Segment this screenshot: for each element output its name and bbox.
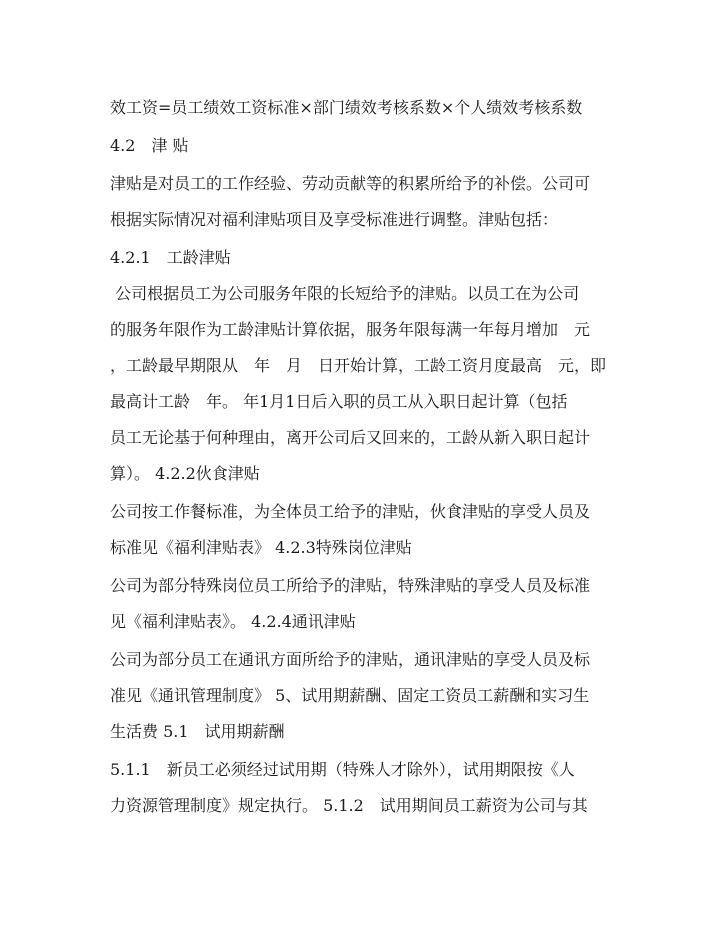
text-line: ，工龄最早期限从 年 月 日开始计算，工龄工资月度最高 元，即 (110, 356, 607, 375)
text-line: 力资源管理制度》规定执行。 5.1.2 试用期间员工薪资为公司与其 (110, 796, 588, 815)
text-line: 员工无论基于何种理由，离开公司后又回来的，工龄从新入职日起计 (110, 428, 591, 447)
text-line: 5.1.1 新员工必须经过试用期（特殊人才除外），试用期限按《人 (110, 760, 575, 779)
text-line: 根据实际情况对福利津贴项目及享受标准进行调整。津贴包括： (110, 210, 559, 229)
text-line: 最高计工龄 年。 年1月1日后入职的员工从入职日起计算（包括 (110, 392, 568, 411)
section-heading-allowance: 4.2 津 贴 (110, 136, 189, 155)
text-line-section-5: 准见《通讯管理制度》 5、试用期薪酬、固定工资员工薪酬和实习生 (110, 686, 590, 705)
text-line-probation-pay: 生活费 5.1 试用期薪酬 (110, 722, 285, 741)
text-line-meal-allowance: 算）。 4.2.2伙食津贴 (110, 464, 260, 483)
text-line: 的服务年限作为工龄津贴计算依据，服务年限每满一年每月增加 元 (110, 320, 591, 339)
text-line-wage-formula: 效工资=员工绩效工资标准×部门绩效考核系数×个人绩效考核系数 (110, 98, 583, 117)
text-line: 公司为部分特殊岗位员工所给予的津贴，特殊津贴的享受人员及标准 (110, 576, 591, 595)
text-line: 公司根据员工为公司服务年限的长短给予的津贴。以员工在为公司 (110, 284, 580, 303)
text-line-communication-allowance: 见《福利津贴表》。 4.2.4通讯津贴 (110, 612, 356, 631)
text-line-special-post-allowance: 标准见《福利津贴表》 4.2.3特殊岗位津贴 (110, 538, 412, 557)
text-line: 公司按工作餐标准，为全体员工给予的津贴，伙食津贴的享受人员及 (110, 502, 591, 521)
text-line: 津贴是对员工的工作经验、劳动贡献等的积累所给予的补偿。公司可 (110, 174, 591, 193)
section-heading-seniority-allowance: 4.2.1 工龄津贴 (110, 248, 231, 267)
text-line: 公司为部分员工在通讯方面所给予的津贴，通讯津贴的享受人员及标 (110, 650, 591, 669)
